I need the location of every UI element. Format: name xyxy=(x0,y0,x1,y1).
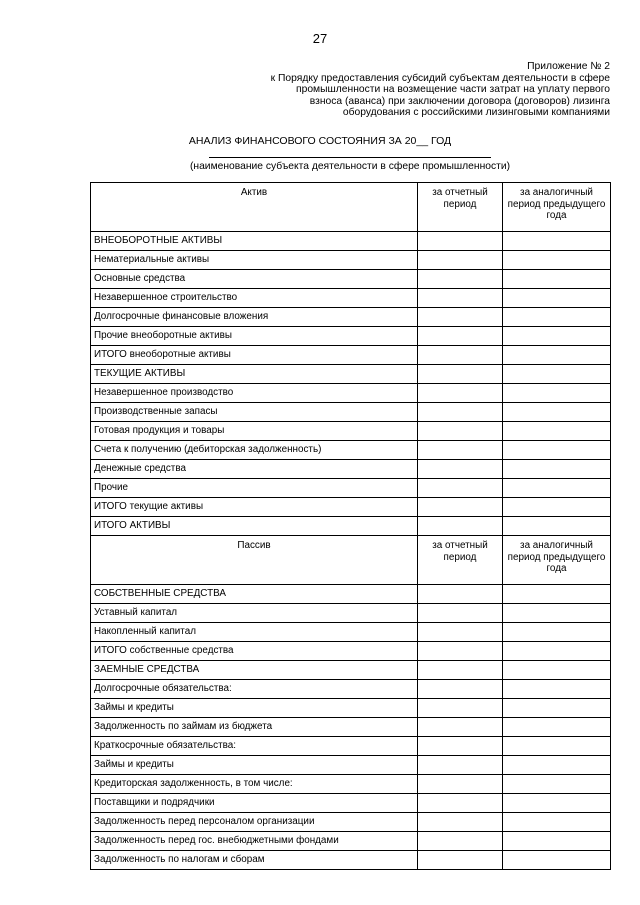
row-label: Готовая продукция и товары xyxy=(91,422,418,441)
current-period-cell[interactable] xyxy=(418,232,503,251)
row-label: Задолженность перед персоналом организации xyxy=(91,813,418,832)
previous-period-cell[interactable] xyxy=(503,623,611,642)
row-label: Задолженность по налогам и сборам xyxy=(91,851,418,870)
current-period-cell[interactable] xyxy=(418,403,503,422)
previous-period-cell[interactable] xyxy=(503,661,611,680)
row-label: Долгосрочные обязательства: xyxy=(91,680,418,699)
page-number: 27 xyxy=(312,31,328,46)
row-label: Займы и кредиты xyxy=(91,756,418,775)
table-row xyxy=(91,642,611,661)
previous-period-cell[interactable] xyxy=(503,517,611,536)
previous-period-cell[interactable] xyxy=(503,718,611,737)
previous-period-cell[interactable] xyxy=(503,498,611,517)
row-label: ВНЕОБОРОТНЫЕ АКТИВЫ xyxy=(91,232,418,251)
current-period-cell[interactable] xyxy=(418,441,503,460)
table-row xyxy=(91,775,611,794)
row-label: ТЕКУЩИЕ АКТИВЫ xyxy=(91,365,418,384)
table-row xyxy=(91,441,611,460)
row-label: Прочие xyxy=(91,479,418,498)
row-label: ИТОГО собственные средства xyxy=(91,642,418,661)
assets-header-row xyxy=(91,183,611,232)
current-period-cell[interactable] xyxy=(418,623,503,642)
previous-period-cell[interactable] xyxy=(503,232,611,251)
row-label: Задолженность по займам из бюджета xyxy=(91,718,418,737)
current-period-cell[interactable] xyxy=(418,604,503,623)
table-row xyxy=(91,756,611,775)
current-period-cell[interactable] xyxy=(418,661,503,680)
row-label: Прочие внеоборотные активы xyxy=(91,327,418,346)
table-row xyxy=(91,604,611,623)
appendix-header xyxy=(190,61,610,119)
liabilities-header: Пассив xyxy=(91,536,418,585)
current-period-cell[interactable] xyxy=(418,384,503,403)
table-row xyxy=(91,251,611,270)
current-period-cell[interactable] xyxy=(418,718,503,737)
previous-period-cell[interactable] xyxy=(503,308,611,327)
table-row xyxy=(91,794,611,813)
current-period-cell[interactable] xyxy=(418,308,503,327)
table-row xyxy=(91,737,611,756)
row-label: ИТОГО внеоборотные активы xyxy=(91,346,418,365)
row-label: Денежные средства xyxy=(91,460,418,479)
row-label: Краткосрочные обязательства: xyxy=(91,737,418,756)
row-label: Займы и кредиты xyxy=(91,699,418,718)
previous-period-cell[interactable] xyxy=(503,384,611,403)
row-label: Задолженность перед гос. внебюджетными фондами xyxy=(91,832,418,851)
row-label: Долгосрочные финансовые вложения xyxy=(91,308,418,327)
current-period-cell[interactable] xyxy=(418,498,503,517)
row-label: Незавершенное строительство xyxy=(91,289,418,308)
current-period-cell[interactable] xyxy=(418,479,503,498)
previous-period-cell[interactable] xyxy=(503,604,611,623)
document-title: АНАЛИЗ ФИНАНСОВОГО СОСТОЯНИЯ ЗА 20__ ГОД xyxy=(188,135,452,147)
appendix-line: промышленности на возмещение части затрат на уплату первого xyxy=(296,84,610,96)
table-row xyxy=(91,270,611,289)
current-period-cell[interactable] xyxy=(418,832,503,851)
previous-period-cell[interactable] xyxy=(503,327,611,346)
previous-period-cell[interactable] xyxy=(503,346,611,365)
table-row xyxy=(91,460,611,479)
current-period-cell[interactable] xyxy=(418,851,503,870)
row-label: Кредиторская задолженность, в том числе: xyxy=(91,775,418,794)
table-row xyxy=(91,851,611,870)
row-label: СОБСТВЕННЫЕ СРЕДСТВА xyxy=(91,585,418,604)
current-period-cell[interactable] xyxy=(418,270,503,289)
column-previous-period: за аналогичный период предыдущего года xyxy=(503,536,611,585)
table-row xyxy=(91,680,611,699)
previous-period-cell[interactable] xyxy=(503,460,611,479)
assets-header: Актив xyxy=(91,183,418,232)
current-period-cell[interactable] xyxy=(418,251,503,270)
previous-period-cell[interactable] xyxy=(503,251,611,270)
table-row xyxy=(91,699,611,718)
current-period-cell[interactable] xyxy=(418,775,503,794)
table-row xyxy=(91,813,611,832)
table-row xyxy=(91,585,611,604)
previous-period-cell[interactable] xyxy=(503,756,611,775)
previous-period-cell[interactable] xyxy=(503,365,611,384)
table-row xyxy=(91,517,611,536)
previous-period-cell[interactable] xyxy=(503,775,611,794)
row-label: Производственные запасы xyxy=(91,403,418,422)
appendix-line: Приложение № 2 xyxy=(527,61,610,72)
row-label: Незавершенное производство xyxy=(91,384,418,403)
column-current-period: за отчетный период xyxy=(418,536,503,585)
table-row xyxy=(91,422,611,441)
row-label: ЗАЕМНЫЕ СРЕДСТВА xyxy=(91,661,418,680)
previous-period-cell[interactable] xyxy=(503,794,611,813)
entity-name-line xyxy=(209,157,491,158)
current-period-cell[interactable] xyxy=(418,365,503,384)
current-period-cell[interactable] xyxy=(418,517,503,536)
previous-period-cell[interactable] xyxy=(503,441,611,460)
current-period-cell[interactable] xyxy=(418,699,503,718)
row-label: Нематериальные активы xyxy=(91,251,418,270)
table-row xyxy=(91,832,611,851)
current-period-cell[interactable] xyxy=(418,642,503,661)
appendix-line: оборудования с российскими лизинговыми компаниями xyxy=(342,107,610,119)
table-row xyxy=(91,365,611,384)
previous-period-cell[interactable] xyxy=(503,585,611,604)
current-period-cell[interactable] xyxy=(418,327,503,346)
current-period-cell[interactable] xyxy=(418,585,503,604)
previous-period-cell[interactable] xyxy=(503,270,611,289)
current-period-cell[interactable] xyxy=(418,346,503,365)
column-previous-period: за аналогичный период предыдущего года xyxy=(503,183,611,232)
previous-period-cell[interactable] xyxy=(503,832,611,851)
current-period-cell[interactable] xyxy=(418,756,503,775)
row-label: Уставный капитал xyxy=(91,604,418,623)
table-row xyxy=(91,384,611,403)
previous-period-cell[interactable] xyxy=(503,642,611,661)
current-period-cell[interactable] xyxy=(418,680,503,699)
current-period-cell[interactable] xyxy=(418,737,503,756)
row-label: ИТОГО АКТИВЫ xyxy=(91,517,418,536)
column-current-period: за отчетный период xyxy=(418,183,503,232)
previous-period-cell[interactable] xyxy=(503,403,611,422)
previous-period-cell[interactable] xyxy=(503,813,611,832)
table-row xyxy=(91,498,611,517)
appendix-line: взноса (аванса) при заключении договора (договоров) лизинга xyxy=(309,95,610,107)
table-row xyxy=(91,718,611,737)
row-label: ИТОГО текущие активы xyxy=(91,498,418,517)
current-period-cell[interactable] xyxy=(418,813,503,832)
row-label: Поставщики и подрядчики xyxy=(91,794,418,813)
entity-name-caption: (наименование субъекта деятельности в сфере промышленности) xyxy=(189,161,511,172)
current-period-cell[interactable] xyxy=(418,794,503,813)
table-row xyxy=(91,346,611,365)
table-row xyxy=(91,327,611,346)
previous-period-cell[interactable] xyxy=(503,289,611,308)
previous-period-cell[interactable] xyxy=(503,422,611,441)
table-row xyxy=(91,661,611,680)
table-row xyxy=(91,289,611,308)
table-row xyxy=(91,623,611,642)
row-label: Счета к получению (дебиторская задолженность) xyxy=(91,441,418,460)
row-label: Основные средства xyxy=(91,270,418,289)
liabilities-header-row xyxy=(91,536,611,585)
table-row xyxy=(91,232,611,251)
current-period-cell[interactable] xyxy=(418,422,503,441)
table-row xyxy=(91,308,611,327)
appendix-line: к Порядку предоставления субсидий субъектам деятельности в сфере xyxy=(270,72,610,84)
previous-period-cell[interactable] xyxy=(503,479,611,498)
previous-period-cell[interactable] xyxy=(503,851,611,870)
previous-period-cell[interactable] xyxy=(503,737,611,756)
table-row xyxy=(91,403,611,422)
row-label: Накопленный капитал xyxy=(91,623,418,642)
previous-period-cell[interactable] xyxy=(503,680,611,699)
current-period-cell[interactable] xyxy=(418,460,503,479)
current-period-cell[interactable] xyxy=(418,289,503,308)
table-row xyxy=(91,479,611,498)
financial-table xyxy=(90,182,611,870)
previous-period-cell[interactable] xyxy=(503,699,611,718)
